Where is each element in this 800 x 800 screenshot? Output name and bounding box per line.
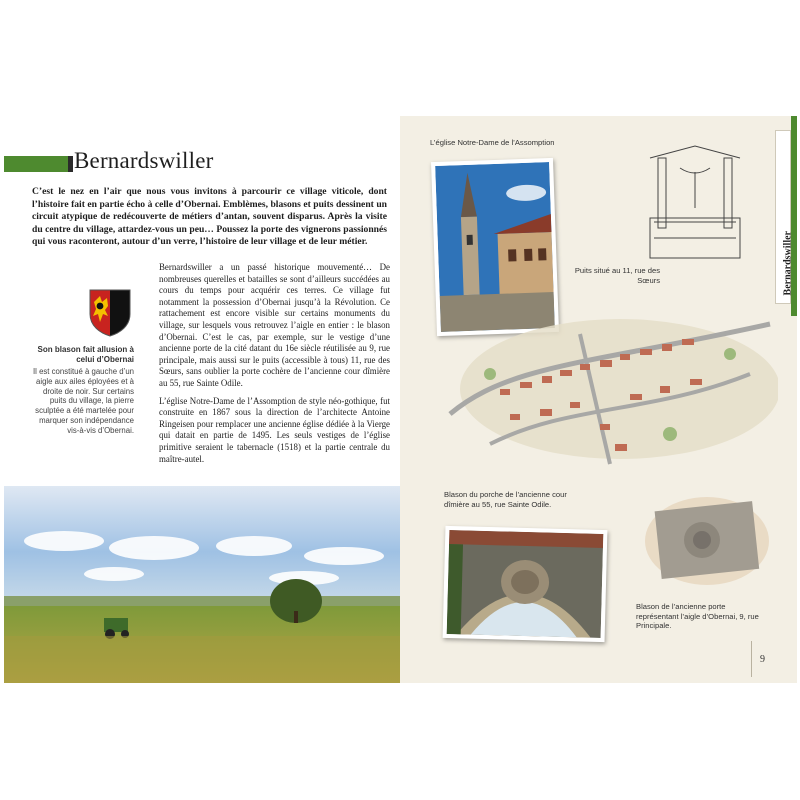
book-spread [4, 116, 797, 683]
title-accent-bar [4, 156, 68, 172]
left-page [4, 116, 400, 683]
intro-paragraph: C’est le nez en l’air que nous vous invitons à parcourir ce village viticole, dont l’histoire fait en partie écho à celle d’Obernai. Emblèmes, blasons et puits dessinent un circuit atypique de redécouverte de métiers d’antan, souvent disparus. Après la visite du centre du village, attardez-vous un peu… Poussez la porte des vignerons passionnés qui vous raconteront, autour d’un verre, l’histoire de leur village et de leur métier. [32, 186, 387, 248]
porch-photo [447, 530, 604, 638]
gate-caption: Blason de l’ancienne porte représentant l’aigle d’Obernai, 9, rue Principale. [636, 602, 759, 631]
page-title: Bernardswiller [74, 148, 214, 173]
blason-caption-title: Son blason fait allusion à celui d’Obernai [37, 345, 134, 364]
page-number-rule [751, 641, 752, 677]
page-number: 9 [760, 654, 765, 665]
blason-caption-text: Il est constitué à gauche d’un aigle aux ailes éployées et à droite de noir. Sur certains puits du village, la pierre sculptée a été martelée pour marquer son indépendance vis-à-vis d’Obernai. [33, 367, 134, 435]
side-tab [775, 130, 791, 304]
church-caption: L’église Notre-Dame de l’Assomption [430, 138, 555, 147]
landscape-photo [4, 486, 400, 683]
side-tab-label: Bernardswiller [782, 231, 793, 296]
title-marker [68, 156, 73, 172]
shield-icon [88, 288, 132, 338]
porch-photo-frame [443, 526, 608, 642]
history-paragraph: Bernardswiller a un passé historique mouvementé… De nombreuses querelles et batailles se sont d’ailleurs succédées au cours du temps pour acquérir ces terres. Ce village fut notamment la possession d’Obernai jusqu’à la Révolution. Ce rattachement est encore visible sur certains monuments du village, sur lesquels vous retrouvez l’aigle en entier : le blason d’Obernai. C’est le cas, par exemple, sur le vestige d’une ancienne porte de la cité datant du 16e siècle réutilisée au 9, rue principale, mais aussi sur le puits (accessible à tous) 11, rue des Sœurs, sans oublier la porte cochère de l’ancienne cour dîmière au 55, rue Sainte Odile. [159, 262, 390, 388]
village-map [430, 294, 778, 484]
main-column [159, 262, 390, 471]
well-caption: Puits situé au 11, rue des Sœurs [574, 266, 660, 285]
right-page [400, 116, 797, 683]
porch-caption: Blason du porche de l’ancienne cour dîmière au 55, rue Sainte Odile. [444, 490, 567, 509]
church-paragraph: L’église Notre-Dame de l’Assomption de style néo-gothique, fut construite en 1867 sous la direction de l’architecte Antoine Ringeisen pour remplacer une ancienne église dédiée à la Vierge qui datait en partie de 1495. Les seuls vestiges de l’église primitive seraient le tabernacle (1518) et la partie centrale du maître-autel. [159, 395, 390, 464]
well-sketch [640, 138, 750, 262]
gate-stone-photo [644, 496, 770, 586]
